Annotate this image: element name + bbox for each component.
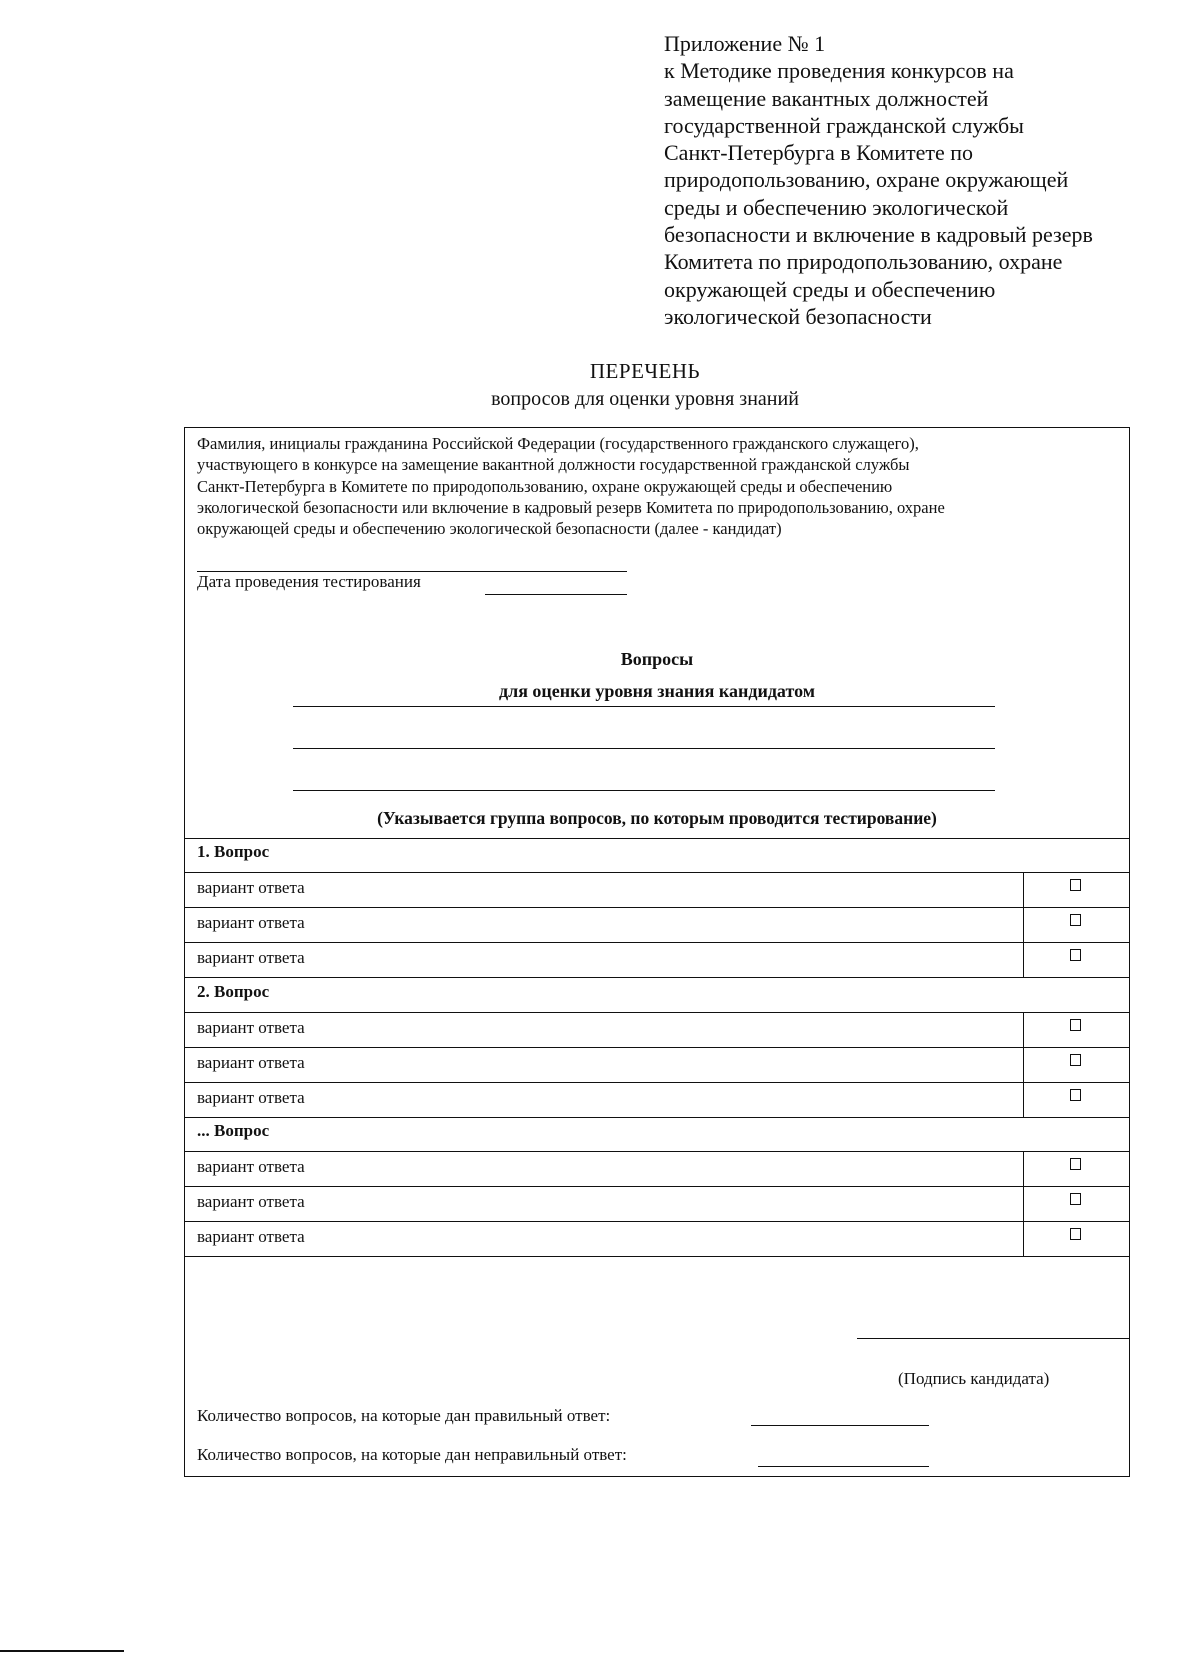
test-date-label: Дата проведения тестирования <box>197 572 421 591</box>
appendix-line: природопользованию, охране окружающей <box>664 167 1069 193</box>
intro-line: Санкт-Петербурга в Комитете по природопользованию, охране окружающей среды и обеспечению <box>197 476 893 496</box>
questions-subtitle: для оценки уровня знания кандидатом <box>498 681 815 701</box>
appendix-line: экологической безопасности <box>664 303 932 329</box>
appendix-line: окружающей среды и обеспечению <box>664 276 996 302</box>
answer-checkbox[interactable] <box>1070 949 1081 961</box>
answer-checkbox[interactable] <box>1070 1019 1081 1031</box>
answer-checkbox[interactable] <box>1070 1228 1081 1240</box>
answer-option: вариант ответа <box>197 1088 305 1107</box>
test-date-blank[interactable] <box>485 594 627 595</box>
answer-option: вариант ответа <box>197 1157 305 1176</box>
answer-option: вариант ответа <box>197 948 305 967</box>
question-group-note: (Указывается группа вопросов, по которым проводится тестирование) <box>377 808 937 828</box>
incorrect-count-label: Количество вопросов, на которые дан неправильный ответ: <box>197 1445 627 1464</box>
question-label: 2. Вопрос <box>197 982 270 1001</box>
appendix-line: Комитета по природопользованию, охране <box>664 249 1063 275</box>
appendix-line: государственной гражданской службы <box>664 112 1024 138</box>
answer-option: вариант ответа <box>197 1053 305 1072</box>
answer-option: вариант ответа <box>197 1227 305 1246</box>
appendix-line: Санкт-Петербурга в Комитете по <box>664 140 973 166</box>
answer-checkbox[interactable] <box>1070 1158 1081 1170</box>
appendix-line: среды и обеспечению экологической <box>664 194 1009 220</box>
intro-line: экологической безопасности или включение в кадровый резерв Комитета по природопользованию, охране <box>197 497 945 517</box>
signature-label: (Подпись кандидата) <box>898 1369 1050 1388</box>
incorrect-count-blank[interactable] <box>758 1466 929 1467</box>
appendix-line: к Методике проведения конкурсов на <box>664 58 1014 84</box>
signature-blank[interactable] <box>857 1338 1129 1339</box>
question-label: ... Вопрос <box>197 1121 270 1140</box>
answer-checkbox[interactable] <box>1070 879 1081 891</box>
answer-checkbox[interactable] <box>1070 1054 1081 1066</box>
answer-option: вариант ответа <box>197 878 305 897</box>
document-subtitle: вопросов для оценки уровня знаний <box>491 388 799 410</box>
intro-line: Фамилия, инициалы гражданина Российской Федерации (государственного гражданского служащего), <box>197 434 919 453</box>
test-form <box>184 427 1130 1477</box>
answer-option: вариант ответа <box>197 1192 305 1211</box>
question-group-blank[interactable] <box>293 706 995 707</box>
answer-option: вариант ответа <box>197 1018 305 1037</box>
question-group-blank[interactable] <box>293 790 995 791</box>
correct-count-label: Количество вопросов, на которые дан правильный ответ: <box>197 1406 611 1425</box>
answer-option: вариант ответа <box>197 913 305 932</box>
answer-checkbox[interactable] <box>1070 1193 1081 1205</box>
candidate-intro <box>197 433 1117 539</box>
appendix-line: Приложение № 1 <box>664 31 826 56</box>
answer-checkbox[interactable] <box>1070 914 1081 926</box>
appendix-header <box>664 30 1184 330</box>
question-label: 1. Вопрос <box>197 842 270 861</box>
appendix-line: замещение вакантных должностей <box>664 85 989 111</box>
question-group-blank[interactable] <box>293 748 995 749</box>
answer-checkbox[interactable] <box>1070 1089 1081 1101</box>
footnote-rule <box>0 1650 124 1652</box>
correct-count-blank[interactable] <box>751 1425 929 1426</box>
intro-line: участвующего в конкурсе на замещение вакантной должности государственной гражданской службы <box>197 455 910 475</box>
intro-line: окружающей среды и обеспечению экологической безопасности (далее - кандидат) <box>197 519 782 539</box>
document-title: ПЕРЕЧЕНЬ <box>589 359 701 383</box>
questions-title: Вопросы <box>620 649 694 669</box>
appendix-line: безопасности и включение в кадровый резерв <box>664 222 1093 248</box>
